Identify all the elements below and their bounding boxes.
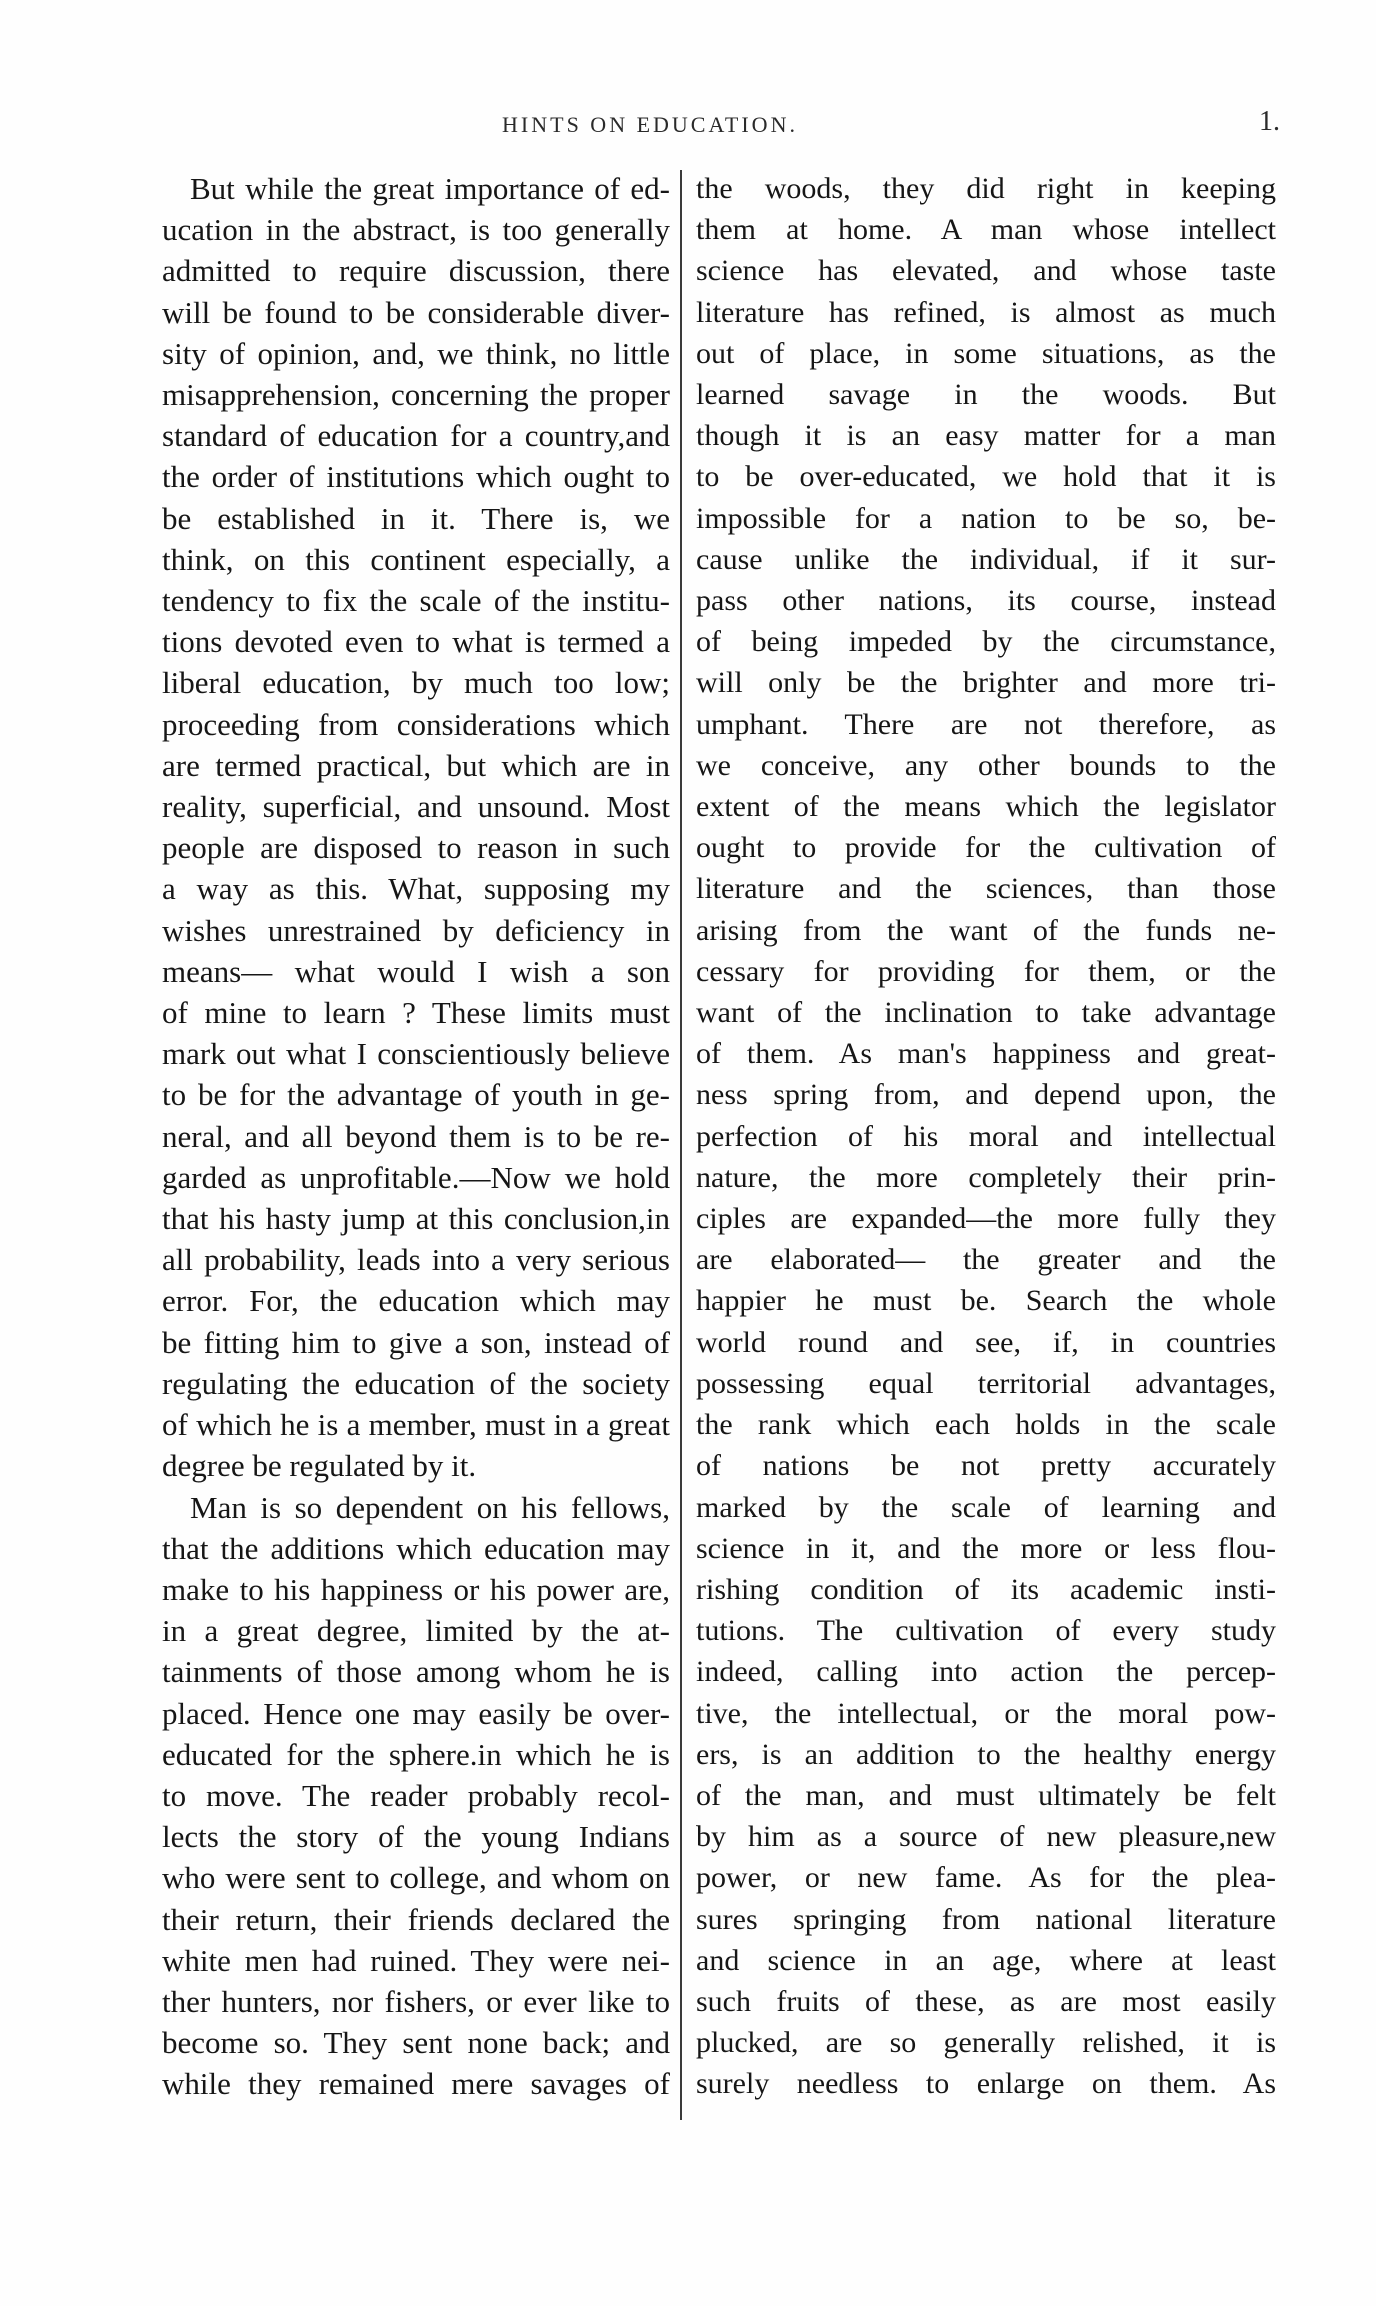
text-line: will be found to be considerable diver-: [162, 294, 670, 330]
text-line: proceeding from considerations which: [162, 706, 670, 742]
text-line: by him as a source of new pleasure,new: [696, 1820, 1276, 1854]
text-line: such fruits of these, as are most easily: [696, 1984, 1276, 2018]
text-line: a way as this. What, supposing my: [162, 871, 670, 907]
text-line: all probability, leads into a very serious: [162, 1242, 670, 1278]
text-line: nature, the more completely their prin-: [696, 1160, 1276, 1194]
text-line: out of place, in some situations, as the: [696, 336, 1276, 370]
text-line: of being impeded by the circumstance,: [696, 625, 1276, 659]
text-line: their return, their friends declared the: [162, 1901, 670, 1937]
text-line: literature and the sciences, than those: [696, 872, 1276, 906]
text-line: impossible for a nation to be so, be-: [696, 501, 1276, 535]
text-line: the woods, they did right in keeping: [696, 172, 1276, 205]
text-line: tutions. The cultivation of every study: [696, 1614, 1276, 1648]
text-line: though it is an easy matter for a man: [696, 419, 1276, 453]
text-line: marked by the scale of learning and: [696, 1490, 1276, 1524]
text-line: mark out what I conscientiously believe: [162, 1036, 670, 1072]
text-line: we conceive, any other bounds to the: [696, 748, 1276, 782]
text-line: means— what would I wish a son: [162, 953, 670, 989]
text-line: tendency to fix the scale of the institu-: [162, 583, 670, 619]
text-line: them at home. A man whose intellect: [696, 213, 1276, 247]
text-line: liberal education, by much too low;: [162, 665, 670, 701]
text-line: happier he must be. Search the whole: [696, 1284, 1276, 1318]
text-line: tive, the intellectual, or the moral pow-: [696, 1696, 1276, 1730]
text-line: world round and see, if, in countries: [696, 1325, 1276, 1359]
text-line: error. For, the education which may: [162, 1283, 670, 1319]
text-line: want of the inclination to take advantage: [696, 996, 1276, 1030]
text-line: ciples are expanded—the more fully they: [696, 1202, 1276, 1236]
text-line: people are disposed to reason in such: [162, 830, 670, 866]
text-line: cause unlike the individual, if it sur-: [696, 542, 1276, 576]
column-divider: [680, 170, 682, 2120]
text-line: lects the story of the young Indians: [162, 1819, 670, 1855]
text-line: literature has refined, is almost as much: [696, 295, 1276, 329]
text-line: surely needless to enlarge on them. As: [696, 2067, 1276, 2101]
left-column: [162, 168, 670, 2105]
text-line: think, on this continent especially, a: [162, 541, 670, 577]
text-line: while they remained mere savages of: [162, 2066, 670, 2102]
text-line: standard of education for a country,and: [162, 418, 670, 454]
text-line: ought to provide for the cultivation of: [696, 831, 1276, 865]
text-line: sity of opinion, and, we think, no little: [162, 335, 670, 371]
text-line: pass other nations, its course, instead: [696, 584, 1276, 618]
text-line: Man is so dependent on his fellows,: [190, 1489, 670, 1525]
right-column: [696, 168, 1276, 2105]
text-line: become so. They sent none back; and: [162, 2025, 670, 2061]
text-line: wishes unrestrained by deficiency in: [162, 912, 670, 948]
text-line: will only be the brighter and more tri-: [696, 666, 1276, 700]
text-line: science in it, and the more or less flou-: [696, 1531, 1276, 1565]
text-line: cessary for providing for them, or the: [696, 954, 1276, 988]
text-line: educated for the sphere.in which he is: [162, 1736, 670, 1772]
text-line: white men had ruined. They were nei-: [162, 1942, 670, 1978]
text-line: But while the great importance of ed-: [190, 171, 670, 206]
text-line: ers, is an addition to the healthy energy: [696, 1737, 1276, 1771]
text-line: ucation in the abstract, is too generally: [162, 212, 670, 248]
text-line: sures springing from national literature: [696, 1902, 1276, 1936]
page-number: 1.: [1259, 106, 1280, 137]
text-line: the rank which each holds in the scale: [696, 1408, 1276, 1442]
text-line: tainments of those among whom he is: [162, 1654, 670, 1690]
running-head: HINTS ON EDUCATION.: [502, 112, 798, 137]
text-line: to be for the advantage of youth in ge-: [162, 1077, 670, 1113]
text-line: that his hasty jump at this conclusion,in: [162, 1201, 670, 1237]
text-line: perfection of his moral and intellectual: [696, 1119, 1276, 1153]
text-line: of which he is a member, must in a great: [162, 1407, 670, 1443]
text-line: admitted to require discussion, there: [162, 253, 670, 289]
text-line: plucked, are so generally relished, it is: [696, 2026, 1276, 2060]
text-line: to move. The reader probably recol-: [162, 1777, 670, 1813]
text-line: are termed practical, but which are in: [162, 747, 670, 783]
text-line: of the man, and must ultimately be felt: [696, 1778, 1276, 1812]
text-line: of them. As man's happiness and great-: [696, 1037, 1276, 1071]
text-line: garded as unprofitable.—Now we hold: [162, 1159, 670, 1195]
text-line: be established in it. There is, we: [162, 500, 670, 536]
text-line: power, or new fame. As for the plea-: [696, 1861, 1276, 1895]
text-line: that the additions which education may: [162, 1530, 670, 1566]
text-line: ness spring from, and depend upon, the: [696, 1078, 1276, 1112]
text-line: to be over-educated, we hold that it is: [696, 460, 1276, 494]
text-line: the order of institutions which ought to: [162, 459, 670, 495]
text-line: learned savage in the woods. But: [696, 378, 1276, 412]
text-line: misapprehension, concerning the proper: [162, 377, 670, 413]
text-line: be fitting him to give a son, instead of: [162, 1324, 670, 1360]
text-line: tions devoted even to what is termed a: [162, 624, 670, 660]
text-line: science has elevated, and whose taste: [696, 254, 1276, 288]
text-line: in a great degree, limited by the at-: [162, 1613, 670, 1649]
text-line: of mine to learn ? These limits must: [162, 995, 670, 1031]
text-line: regulating the education of the society: [162, 1365, 670, 1401]
text-line: who were sent to college, and whom on: [162, 1860, 670, 1896]
text-line: are elaborated— the greater and the: [696, 1243, 1276, 1277]
text-line: reality, superficial, and unsound. Most: [162, 789, 670, 825]
text-line: degree be regulated by it.: [162, 1448, 477, 1484]
text-line: rishing condition of its academic insti-: [696, 1572, 1276, 1606]
text-line: neral, and all beyond them is to be re-: [162, 1118, 670, 1154]
text-line: placed. Hence one may easily be over-: [162, 1695, 670, 1731]
text-line: and science in an age, where at least: [696, 1943, 1276, 1977]
text-line: ther hunters, nor fishers, or ever like to: [162, 1983, 670, 2019]
text-line: possessing equal territorial advantages,: [696, 1366, 1276, 1400]
text-line: indeed, calling into action the percep-: [696, 1655, 1276, 1689]
text-line: make to his happiness or his power are,: [162, 1571, 670, 1607]
text-line: arising from the want of the funds ne-: [696, 913, 1276, 947]
text-line: of nations be not pretty accurately: [696, 1449, 1276, 1483]
text-line: umphant. There are not therefore, as: [696, 707, 1276, 741]
text-line: extent of the means which the legislator: [696, 790, 1276, 824]
